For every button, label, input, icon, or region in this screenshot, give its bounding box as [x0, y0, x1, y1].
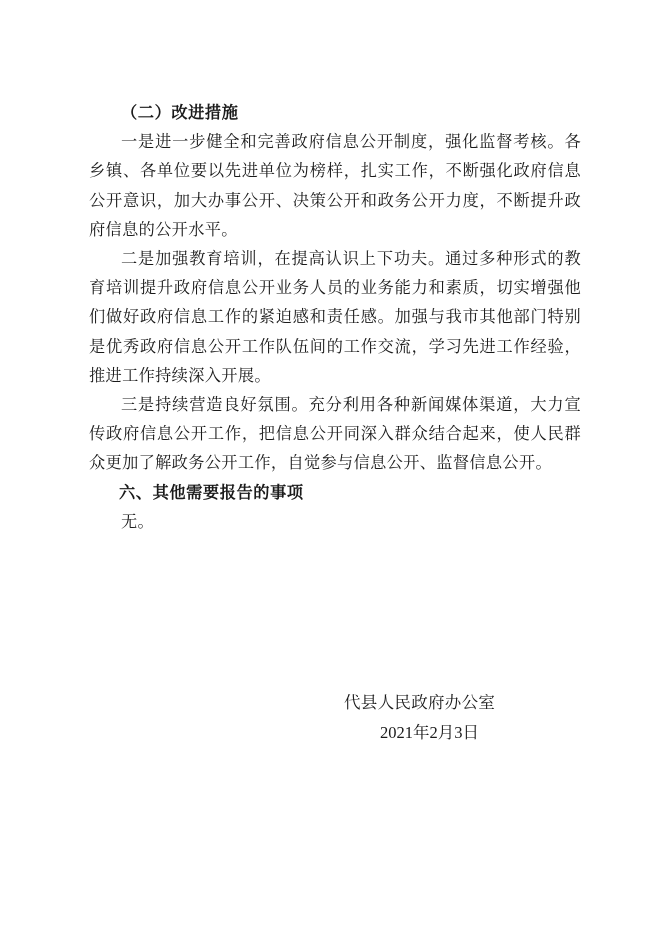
section-heading-other: 六、其他需要报告的事项 [119, 482, 304, 502]
document-body [89, 98, 581, 536]
other-content: 无。 [121, 511, 155, 531]
signature-organization: 代县人民政府办公室 [344, 693, 496, 712]
paragraph-one: 一是进一步健全和完善政府信息公开制度，强化监督考核。各乡镇、各单位要以先进单位为榜样，扎实工作，不断强化政府信息公开意识，加大办事公开、决策公开和政务公开力度，不断提升政府信息的公开水平。 [89, 132, 581, 239]
section-heading-improvement: （二）改进措施 [121, 103, 239, 122]
paragraph-three: 三是持续营造良好氛围。充分利用各种新闻媒体渠道，大力宣传政府信息公开工作，把信息公开同深入群众结合起来，使人民群众更加了解政务公开工作，自觉参与信息公开、监督信息公开。 [89, 395, 581, 473]
paragraph-two: 二是加强教育培训，在提高认识上下功夫。通过多种形式的教育培训提升政府信息公开业务人员的业务能力和素质，切实增强他们做好政府信息工作的紧迫感和责任感。加强与我市其他部门特别是优秀政府信息公开工作队伍间的工作交流，学习先进工作经验，推进工作持续深入开展。 [89, 249, 581, 385]
signature-block [344, 688, 495, 748]
signature-date: 2021年2月3日 [380, 723, 479, 742]
